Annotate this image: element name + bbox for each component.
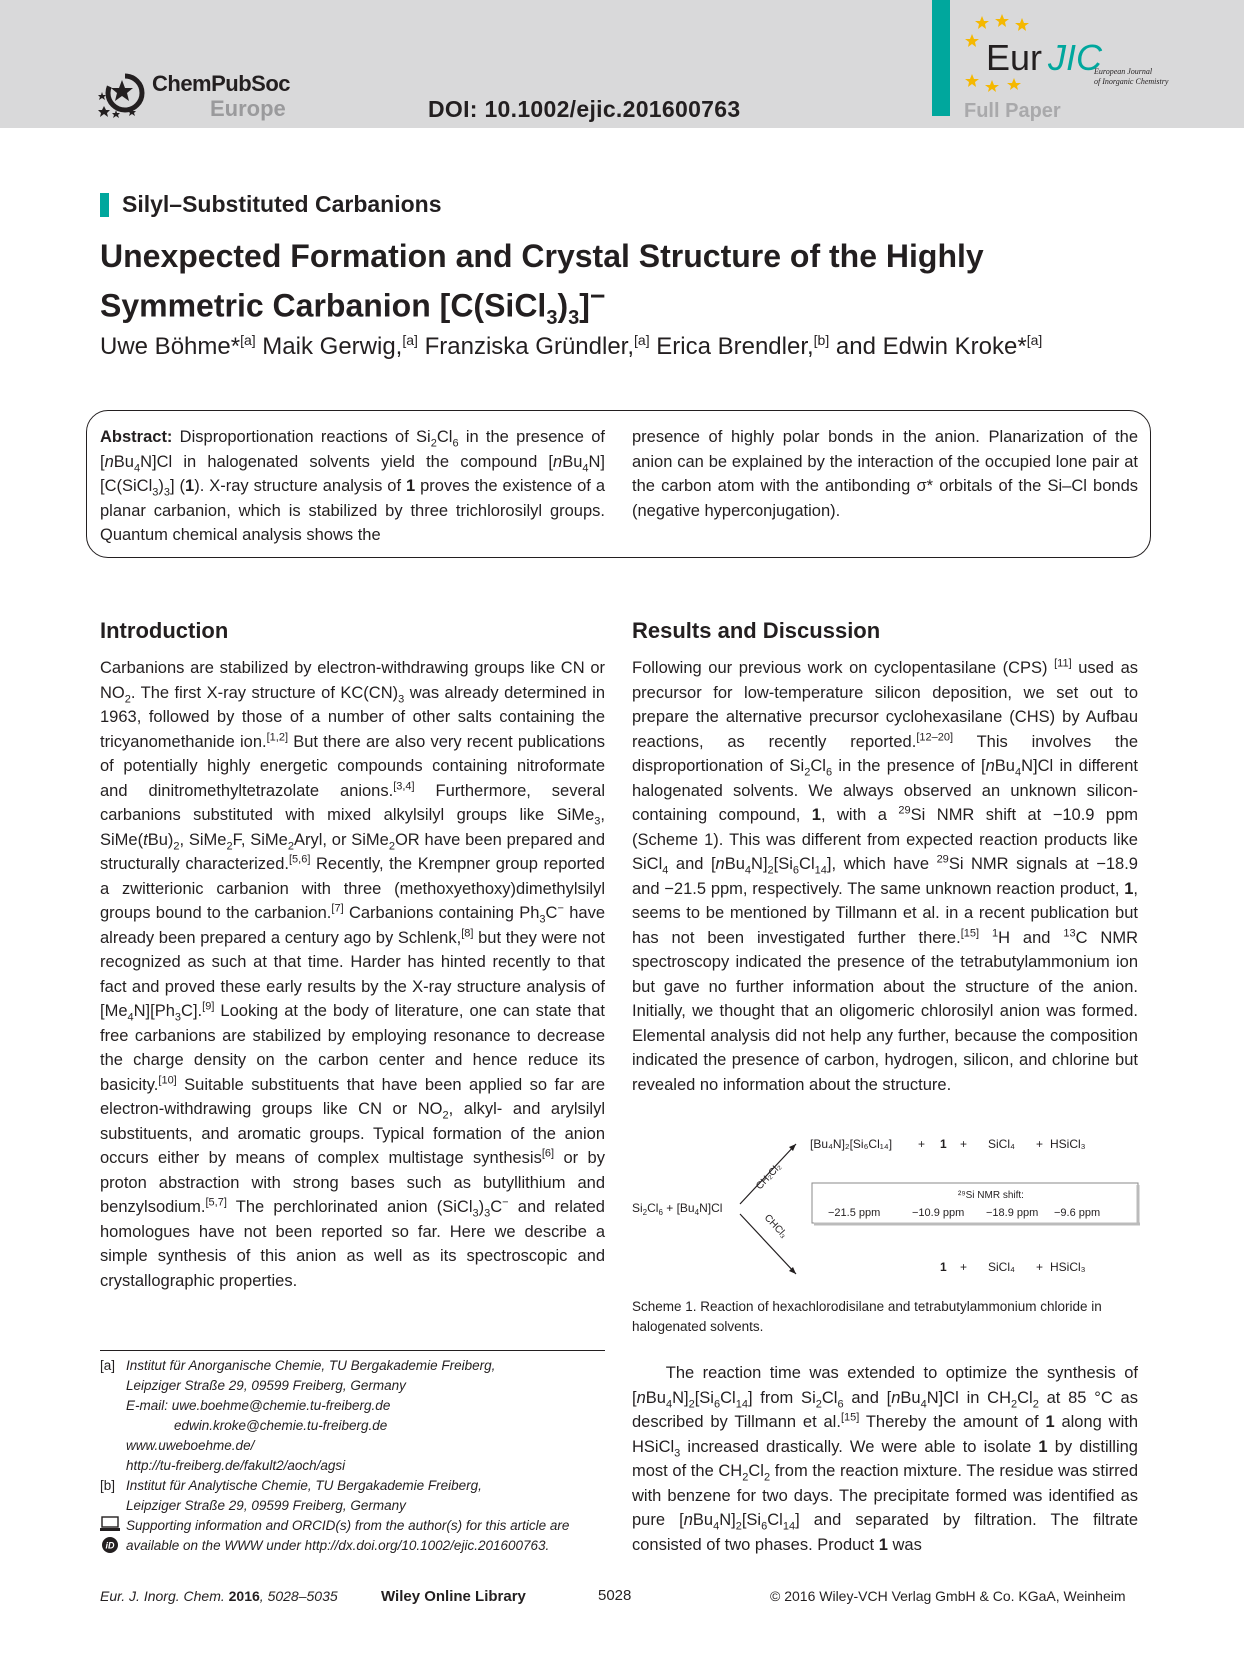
scheme-1 [628, 1128, 1148, 1283]
text-run: − [557, 902, 564, 915]
text-run: 1 [878, 1535, 888, 1554]
text-run: [Si [741, 1511, 762, 1529]
text-run: 1 [1124, 879, 1134, 898]
text-run: N]Cl in halogenated solvents yield the compound [ [140, 452, 553, 471]
text-run: The reaction time was extended to optimize the synthesis of [ [632, 1364, 1138, 1407]
plus: + [1036, 1260, 1044, 1274]
text-run: , SiMe [179, 830, 227, 849]
author-name: Uwe Böhme* [100, 333, 241, 360]
lower-solvent: CHCl₃ [761, 1212, 789, 1241]
compound-1: 1 [940, 1137, 947, 1151]
text-run: 2 [767, 864, 774, 877]
nmr-title: ²⁹Si NMR shift: [958, 1190, 1024, 1201]
text-run: 2 [1011, 1397, 1018, 1410]
plus: + [918, 1137, 926, 1151]
text-run: 2 [442, 1109, 449, 1122]
text-run: Thereby the amount of [859, 1413, 1046, 1431]
text-run: 1 [185, 477, 195, 495]
text-run: ], which have [826, 855, 937, 873]
text-run: [5,7] [205, 1196, 227, 1209]
footer-copyright: © 2016 Wiley-VCH Verlag GmbH & Co. KGaA, Weinheim [770, 1588, 1126, 1604]
eurjic-logo [962, 12, 1169, 92]
text-run: But there are also very recent publications of potentially highly energetic compounds containing nitroformate and dinitromethyltetrazolate anions. [100, 732, 605, 800]
text-run: n [553, 452, 563, 471]
footnote-a-line: Institut für Anorganische Chemie, TU Bergakademie Freiberg, [126, 1358, 496, 1373]
text-run: [8] [461, 927, 474, 939]
text-run: N]Cl in CH [926, 1388, 1011, 1407]
text-run: proves the existence of a planar carbanion, which is stabilized by three trichlorosilyl groups. Quantum chemical analysis shows the [100, 477, 606, 544]
text-run: 4 [744, 864, 752, 877]
text-run: [3,4] [393, 780, 415, 792]
text-run: 2 [804, 766, 811, 779]
text-run: 14 [782, 1520, 796, 1533]
footnote-a-line: http://tu-freiberg.de/fakult2/aoch/agsi [126, 1458, 346, 1473]
text-run: 6 [837, 1397, 844, 1410]
text-run: 4 [662, 864, 669, 877]
text-run: was [887, 1535, 922, 1554]
text-run: 6 [792, 864, 800, 877]
article-title [100, 236, 1160, 338]
author-name: and Edwin Kroke* [829, 333, 1027, 360]
footnote-a-line: Leipziger Straße 29, 09599 Freiberg, Germany [126, 1378, 406, 1393]
author-affiliation: [b] [813, 332, 830, 348]
text-run: [15] [840, 1411, 860, 1424]
text-run: [Si [694, 1388, 714, 1407]
footnote-rule [100, 1350, 605, 1351]
text-run: 2 [815, 1397, 822, 1410]
svg-text:iD: iD [105, 1540, 115, 1551]
author-list [100, 332, 1042, 361]
text-run: n [683, 1511, 693, 1529]
text-run: Recently, the Krempner group reported a zwitterionic carbanion with three (methoxyethoxy)dimethylsilyl groups bound to the carbanion. [100, 855, 605, 922]
text-run: Cl [1017, 1388, 1033, 1407]
text-run: 14 [814, 864, 827, 877]
text-run: Bu [994, 757, 1015, 775]
text-run: [7] [331, 902, 344, 915]
text-run: [11] [1054, 657, 1072, 670]
text-run: 2 [124, 692, 131, 705]
text-run: Disproportionation reactions of Si [172, 428, 431, 446]
text-run: ] and separated by filtration. The filtrate consisted of two phases. Product [632, 1511, 1139, 1554]
sicl4: SiCl₄ [988, 1137, 1015, 1151]
title-mid: ) [557, 287, 569, 324]
text-run: [10] [158, 1074, 177, 1086]
text-run: F, SiMe [232, 830, 288, 849]
text-run: N][Ph [133, 1002, 175, 1020]
text-run: n [715, 855, 725, 873]
text-run: H and [998, 928, 1064, 947]
text-run: 6 [452, 437, 459, 450]
text-run: C [490, 1198, 503, 1216]
text-run: in the presence of [ [832, 757, 986, 775]
text-run: 4 [665, 1397, 673, 1410]
text-run: 2 [763, 1471, 771, 1484]
text-run: or by proton abstraction with strong bases such as butyllithium and benzylsodium. [100, 1149, 605, 1216]
text-run: 2 [226, 839, 233, 852]
text-run: 4 [127, 1011, 134, 1024]
text-run: Carbanions are stabilized by electron-withdrawing groups like CN or NO [100, 659, 605, 702]
text-run: Cl [821, 1388, 838, 1407]
text-run: Si NMR shift at −10.9 ppm (Scheme 1). This was different from expected reaction products like SiCl [632, 806, 1139, 873]
scheme-reactants: $Si_2Cl_6 + [Bu_4N]Cl$ [632, 1201, 723, 1217]
text-run: 14 [735, 1397, 748, 1410]
plus: + [960, 1137, 968, 1151]
text-run: 6 [713, 1397, 721, 1410]
eurjic-jic: JIC [1048, 37, 1102, 78]
text-run: − [502, 1196, 509, 1209]
author-name: Franziska Gründler, [417, 333, 635, 360]
text-run: 2 [388, 839, 395, 852]
text-run: Bu [645, 1388, 666, 1407]
footnotes [100, 1356, 605, 1566]
footnote-a-line: edwin.kroke@chemie.tu-freiberg.de [174, 1418, 388, 1433]
text-run: 29 [898, 804, 911, 817]
footnote-a-line: www.uweboehme.de/ [126, 1438, 255, 1453]
text-run: Suitable substituents that have been applied so far are electron-withdrawing groups like CN or NO [100, 1075, 605, 1118]
text-run: 2 [287, 839, 294, 852]
plus: + [960, 1260, 968, 1274]
text-run: Bu [562, 452, 583, 471]
abstract-label: Abstract: [100, 428, 173, 446]
text-run: C]. [181, 1002, 203, 1020]
text-run: Furthermore, several carbanions substituted with mixed alkylsilyl groups like SiMe [100, 781, 605, 824]
text-run: OR have been prepared and structurally characterized. [100, 830, 605, 873]
text-run: N] [719, 1511, 736, 1529]
text-run [979, 929, 992, 947]
title-sup: − [589, 281, 606, 311]
accent-bar [932, 0, 950, 116]
title-post: ] [579, 287, 590, 324]
text-run: Cl [720, 1388, 736, 1407]
results-body [632, 656, 1138, 1097]
text-run: N] [751, 855, 768, 873]
text-run: [12–20] [916, 731, 954, 743]
text-run: [1,2] [266, 731, 289, 743]
abstract-left [100, 425, 605, 548]
text-run: ) [158, 477, 164, 495]
text-run: [15] [960, 927, 980, 939]
text-run: Cl [767, 1511, 783, 1529]
text-run: n [104, 452, 114, 471]
nmr-shift: −10.9 ppm [912, 1207, 965, 1219]
results-body-2 [632, 1361, 1138, 1557]
text-run: Following our previous work on cyclopentasilane (CPS) [632, 659, 1055, 677]
text-run: Looking at the body of literature, one can state that free carbanions are stabilized by employing resonance to decrease the charge density on the carbon center and hence reduce its basicity. [100, 1002, 605, 1094]
text-run: 1 [811, 806, 821, 824]
hsicl3: HSiCl₃ [1050, 1260, 1086, 1274]
text-run: Bu [724, 855, 745, 873]
chempubsoc-emblem-icon [98, 66, 150, 118]
text-run: N]Cl in different halogenated solvents. We always observed an unknown silicon-containing compound, [632, 757, 1138, 824]
text-run: 2 [735, 1520, 742, 1533]
article-type: Full Paper [964, 100, 1061, 122]
text-run: 3 [174, 1011, 182, 1024]
text-run: 2 [742, 1471, 749, 1484]
author-affiliation: [a] [634, 332, 650, 348]
text-run: 2 [430, 437, 437, 450]
nmr-shift: −9.6 ppm [1054, 1207, 1101, 1219]
title-sub: 3 [568, 307, 580, 330]
eurjic-eur: Eur [986, 37, 1043, 78]
text-run: 3 [163, 486, 170, 499]
supporting-info-line: Supporting information and ORCID(s) from the author(s) for this article are [126, 1518, 570, 1533]
text-run: C NMR spectroscopy indicated the presence of the tetrabutylammonium ion but gave no further information about the structure of the anion. Initially, we thought that an oligomeric chlorosilyl anion was formed. Elemental analysis did not help any further, because the composition indicated the presence of carbon, hydrogen, silicon, and chlorine but revealed no information about the structure. [632, 928, 1138, 1094]
footnote-a-line: E-mail: uwe.boehme@chemie.tu-freiberg.de [126, 1398, 391, 1413]
text-run: 3 [484, 1207, 491, 1220]
text-run: was already determined in 1963, followed by those of a number of other salts containing the tricyanomethanide ion. [100, 683, 605, 751]
author-name: Maik Gerwig, [255, 333, 403, 360]
text-run: . The first X-ray structure of KC(CN) [130, 683, 399, 702]
hsicl3: HSiCl₃ [1050, 1137, 1086, 1151]
supporting-info-line: available on the WWW under http://dx.doi.org/10.1002/ejic.201600763. [126, 1538, 550, 1553]
text-run: Bu [692, 1511, 714, 1529]
doi: DOI: 10.1002/ejic.201600763 [428, 96, 741, 122]
footnote-b-line: Institut für Analytische Chemie, TU Bergakademie Freiberg, [126, 1478, 482, 1493]
text-run: 2 [173, 839, 180, 852]
text-run: 1 [406, 477, 416, 495]
text-run: at 85 °C as described by Tillmann et al. [632, 1388, 1138, 1431]
text-run: , seems to be mentioned by Tillmann et al. in a recent publication but has not been investigated further there. [632, 879, 1138, 947]
text-run: N] [672, 1388, 689, 1407]
eurjic-tagline-2: of Inorganic Chemistry [1094, 77, 1169, 86]
text-run: Si NMR signals at −18.9 and −21.5 ppm, respectively. The same unknown reaction product, [632, 855, 1138, 898]
text-run: [Si [773, 855, 793, 873]
publisher-sub: Europe [210, 96, 286, 121]
intro-body [100, 656, 605, 1293]
text-run: Aryl, or SiMe [293, 830, 389, 849]
title-line-1: Unexpected Formation and Crystal Structure of the Highly [100, 238, 984, 274]
text-run: 3 [594, 815, 601, 828]
text-run: , SiMe( [100, 806, 605, 849]
text-run: increased drastically. We were able to isolate [680, 1437, 1039, 1456]
text-run: 6 [825, 766, 833, 779]
text-run: in the presence of [ [100, 428, 605, 471]
nmr-shift: −21.5 ppm [828, 1207, 881, 1219]
compound-1: 1 [940, 1260, 947, 1274]
plus: + [1036, 1137, 1044, 1151]
text-run: The perchlorinated anion (SiCl [226, 1198, 473, 1216]
text-run: and [ [668, 855, 716, 873]
author-affiliation: [a] [1026, 332, 1043, 348]
text-run: [5,6] [289, 853, 311, 866]
sicl4: SiCl₄ [988, 1260, 1015, 1274]
text-run: along with HSiCl [632, 1413, 1139, 1456]
nmr-shift: −18.9 ppm [986, 1207, 1039, 1219]
abstract-right: presence of highly polar bonds in the anion. Planarization of the anion can be explained by the interaction of the occupied lone pair at the carbon atom with the antibonding σ* orbitals of the Si–Cl bonds (negative hyperconjugation). [632, 428, 1138, 520]
chempubsoc-logo [98, 66, 318, 122]
text-run: This involves the disproportionation of Si [632, 732, 1138, 775]
kicker: Silyl–Substituted Carbanions [122, 191, 442, 217]
footer-citation [100, 1588, 338, 1604]
text-run: from the reaction mixture. The residue was stirred with benzene for two days. The precipitate formed was identified as pure [ [632, 1462, 1138, 1529]
text-run: have already been prepared a century ago by Schlenk, [100, 904, 605, 947]
text-run: [9] [202, 1000, 215, 1013]
text-run: 1 [991, 927, 999, 939]
text-run: Cl [799, 855, 815, 873]
text-run: 3 [152, 486, 159, 499]
text-run: 2 [688, 1397, 695, 1410]
text-run: 3 [398, 692, 405, 705]
author-affiliation: [a] [240, 332, 256, 348]
text-run: Bu) [147, 830, 174, 849]
eurjic-tagline-1: European Journal [1094, 67, 1153, 76]
text-run: by distilling most of the CH [632, 1437, 1138, 1480]
text-run: but they were not recognized as such at that time. Harder has hinted recently to that fact and proved these early results by the X-ray structure analysis of [Me [100, 928, 605, 1020]
supporting-info-icon [100, 1516, 120, 1554]
author-affiliation: [a] [402, 332, 418, 348]
text-run: Cl [810, 757, 826, 775]
text-run: 4 [713, 1520, 720, 1533]
kicker-bar [100, 193, 109, 217]
text-run: 4 [582, 461, 589, 474]
text-run: 3 [539, 913, 546, 926]
footer-journal: Eur. J. Inorg. Chem. [100, 1588, 225, 1604]
text-run: Bu [900, 1388, 921, 1407]
title-sub: 3 [546, 307, 558, 330]
text-run: C [545, 904, 558, 922]
text-run: 29 [936, 853, 949, 866]
text-run: n [636, 1388, 646, 1407]
text-run: ] from Si [747, 1388, 816, 1407]
text-run: and [ [843, 1388, 892, 1407]
text-run: 4 [1014, 766, 1022, 779]
intro-heading: Introduction [100, 618, 229, 643]
title-line-2: Symmetric Carbanion [C(SiCl [100, 287, 547, 324]
text-run: , with a [820, 806, 899, 824]
results-heading: Results and Discussion [632, 618, 881, 643]
text-run: Carbanions containing Ph [343, 904, 540, 922]
text-run: and related homologues have not been reported so far. Here we describe a simple synthesis of this anion as well as its spectroscopic and crystallographic properties. [100, 1198, 605, 1290]
upper-solvent: CH₂Cl₂ [754, 1161, 784, 1193]
footer-pages: , 5028–5035 [259, 1588, 338, 1604]
text-run: 4 [920, 1397, 927, 1410]
text-run: Bu [113, 452, 134, 471]
text-run: t [143, 830, 148, 849]
text-run: [6] [541, 1147, 555, 1160]
footnote-a-label: [a] [100, 1358, 116, 1373]
text-run: 13 [1063, 927, 1076, 939]
text-run: N][C(SiCl [100, 452, 605, 495]
text-run: ) [478, 1198, 485, 1216]
footer-year: 2016 [228, 1588, 260, 1604]
text-run: Cl [436, 428, 453, 446]
text-run: used as precursor for low-temperature silicon deposition, we set out to prepare the alternative precursor cyclohexasilane (CHS) by Aufbau reactions, as recently reported. [632, 659, 1138, 751]
scheme-caption: Scheme 1. Reaction of hexachlorodisilane and tetrabutylammonium chloride in halogenated solvents. [632, 1299, 1102, 1334]
footer-library: Wiley Online Library [381, 1588, 526, 1605]
text-run: 6 [761, 1520, 768, 1533]
text-run: ] ( [170, 477, 186, 495]
footnote-b-label: [b] [100, 1478, 116, 1493]
abstract-text [100, 428, 605, 544]
text-run: 1 [1038, 1437, 1048, 1456]
text-run: n [985, 757, 995, 775]
text-run: Cl [748, 1462, 764, 1480]
upper-product: [Bu₄N]₂[Si₆Cl₁₄] [810, 1137, 893, 1151]
text-run: , alkyl- and arylsilyl substituents, and aromatic groups. Typical formation of the anion occurs either by means of complex multistage synthesis [100, 1100, 605, 1167]
text-run: n [891, 1388, 901, 1407]
author-name: Erica Brendler, [649, 333, 814, 360]
text-run: 4 [133, 461, 141, 474]
publisher-name: ChemPubSoc [152, 71, 291, 96]
text-run: 3 [674, 1446, 681, 1459]
text-run: 2 [1032, 1397, 1039, 1410]
text-run: 3 [472, 1207, 479, 1220]
footnote-b-line: Leipziger Straße 29, 09599 Freiberg, Germany [126, 1498, 406, 1513]
page-number: 5028 [598, 1587, 632, 1604]
text-run: ). X-ray structure analysis of [194, 477, 406, 495]
text-run: 1 [1045, 1413, 1055, 1431]
